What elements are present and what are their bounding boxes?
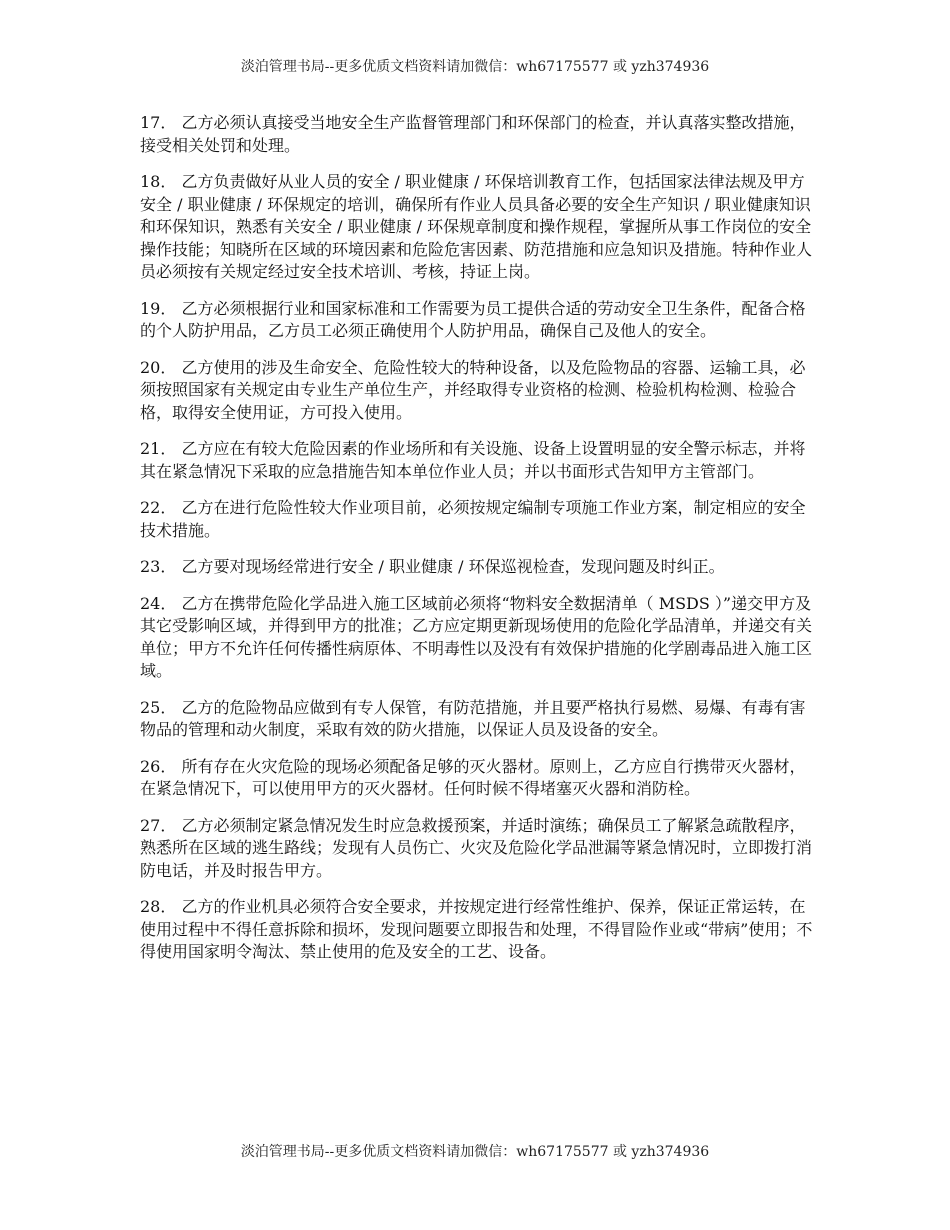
- clause-18: 18． 乙方负责做好从业人员的安全 / 职业健康 / 环保培训教育工作，包括国家法律法规及甲方安全 / 职业健康 / 环保规定的培训，确保所有作业人员具备必要的安全生产知识 / 职业健康知识和环保知识，熟悉有关安全 / 职业健康 / 环保规章制度和操作规程，掌握所从事工作岗位的安全操作技能；知晓所在区域的环境因素和危险危害因素、防范措施和应急知识及措施。特种作业人员必须按有关规定经过安全技术培训、考核，持证上岗。: [140, 172, 813, 281]
- clause-28: 28． 乙方的作业机具必须符合安全要求，并按规定进行经常性维护、保养，保证正常运转，在使用过程中不得任意拆除和损坏，发现问题要立即报告和处理，不得冒险作业或“带病”使用；不得使用国家明令淘汰、禁止使用的危及安全的工艺、设备。: [140, 897, 813, 961]
- page-footer: 淡泊管理书局--更多优质文档资料请加微信：wh67175577 或 yzh374936: [240, 1144, 710, 1160]
- clause-19: 19． 乙方必须根据行业和国家标准和工作需要为员工提供合适的劳动安全卫生条件，配备合格的个人防护用品，乙方员工必须正确使用个人防护用品，确保自己及他人的安全。: [140, 298, 806, 340]
- page-header: 淡泊管理书局--更多优质文档资料请加微信：wh67175577 或 yzh374936: [240, 59, 710, 75]
- clause-27: 27． 乙方必须制定紧急情况发生时应急救援预案，并适时演练；确保员工了解紧急疏散程序，熟悉所在区域的逃生路线；发现有人员伤亡、火灾及危险化学品泄漏等紧急情况时，立即拨打消防电话，并及时报告甲方。: [140, 815, 813, 880]
- clause-25: 25． 乙方的危险物品应做到有专人保管，有防范措施，并且要严格执行易燃、易爆、有毒有害物品的管理和动火制度，采取有效的防火措施，以保证人员及设备的安全。: [140, 697, 806, 739]
- clause-21: 21． 乙方应在有较大危险因素的作业场所和有关设施、设备上设置明显的安全警示标志，并将其在紧急情况下采取的应急措施告知本单位作业人员；并以书面形式告知甲方主管部门。: [140, 439, 806, 481]
- document-body: [140, 112, 816, 978]
- clause-22: 22． 乙方在进行危险性较大作业项目前，必须按规定编制专项施工作业方案，制定相应的安全技术措施。: [140, 498, 806, 540]
- clause-20: 20． 乙方使用的涉及生命安全、危险性较大的特种设备，以及危险物品的容器、运输工具，必须按照国家有关规定由专业生产单位生产，并经取得专业资格的检测、检验机构检测、检验合格，取得安全使用证，方可投入使用。: [140, 357, 806, 422]
- clause-23: 23． 乙方要对现场经常进行安全 / 职业健康 / 环保巡视检查，发现问题及时纠正。: [140, 557, 725, 576]
- clause-24: 24． 乙方在携带危险化学品进入施工区域前必须将“物料安全数据清单（ MSDS ）”递交甲方及其它受影响区域，并得到甲方的批准；乙方应定期更新现场使用的危险化学品清单，并递交有关单位；甲方不允许任何传播性病原体、不明毒性以及没有有效保护措施的化学剧毒品进入施工区域。: [140, 593, 813, 680]
- clause-17: 17． 乙方必须认真接受当地安全生产监督管理部门和环保部门的检查，并认真落实整改措施，接受相关处罚和处理。: [140, 113, 806, 155]
- clause-26: 26． 所有存在火灾危险的现场必须配备足够的灭火器材。原则上，乙方应自行携带灭火器材，在紧急情况下，可以使用甲方的灭火器材。任何时候不得堵塞灭火器和消防栓。: [140, 756, 806, 798]
